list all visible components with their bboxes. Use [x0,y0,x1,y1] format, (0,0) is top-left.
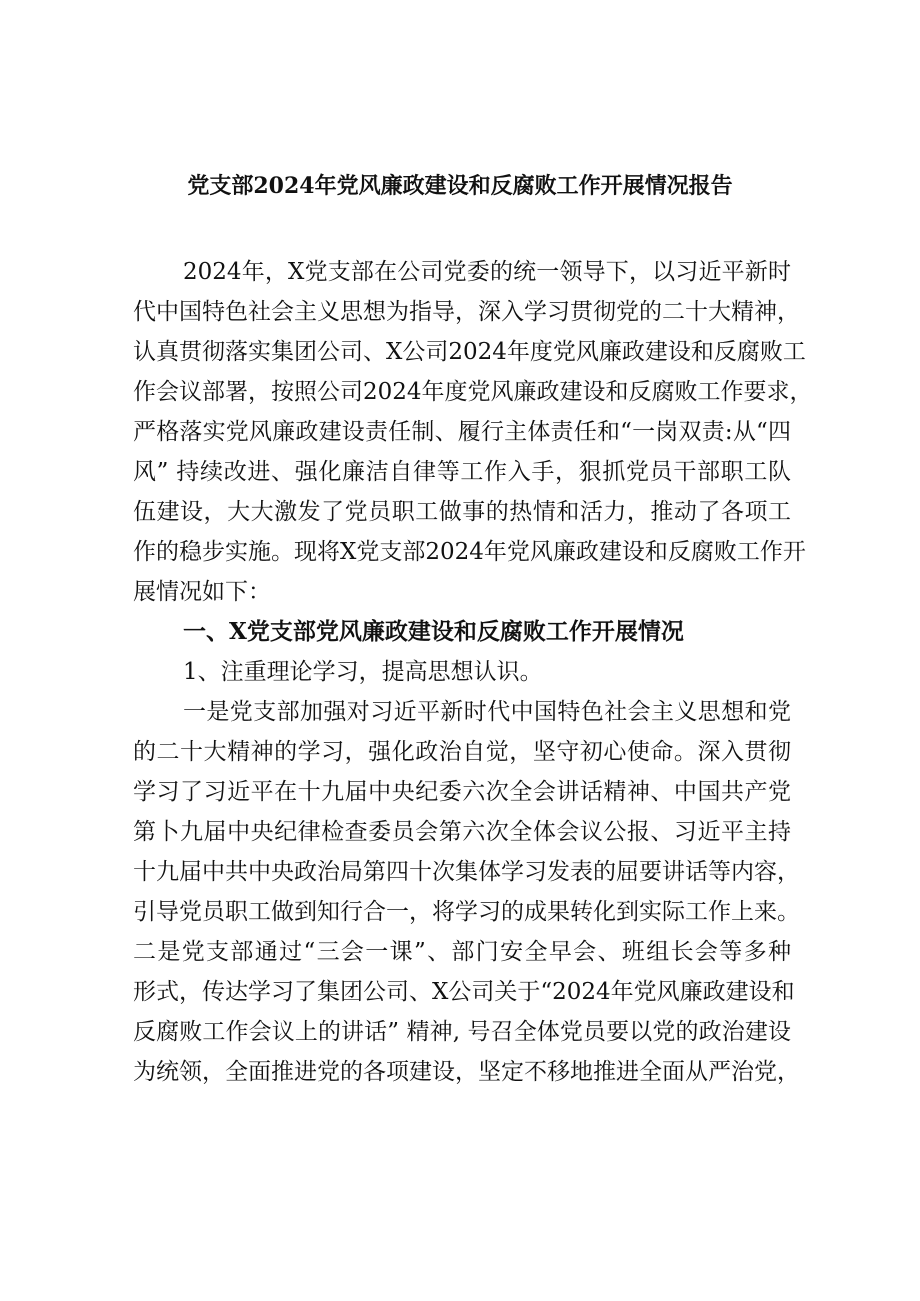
paragraph-line: 十九届中共中央政治局第四十次集体学习发表的屈要讲话等内容， [133,859,800,885]
paragraph-line: 展情况如下： [133,579,271,605]
paragraph-line: 反腐败工作会议上的讲话” 精神, 号召全体党员要以党的政治建设 [133,1019,791,1045]
paragraph-line: 风” 持续改进、强化廉洁自律等工作入手，狠抓党员干部职工队 [133,459,791,485]
paragraph-line: 学习了习近平在十九届中央纪委六次全会讲话精神、中国共产党 [133,779,791,805]
paragraph-line: 的二十大精神的学习，强化政治自觉，坚守初心使命。深入贯彻 [133,739,791,765]
paragraph-line: 2024年，X党支部在公司党委的统一领导下，以习近平新时 [183,259,791,285]
paragraph-line: 作的稳步实施。现将X党支部2024年党风廉政建设和反腐败工作开 [133,539,806,565]
document-body [133,252,813,1092]
subsection-heading: 1、注重理论学习，提高思想认识。 [183,659,543,685]
paragraph-line: 代中国特色社会主义思想为指导，深入学习贯彻党的二十大精神， [133,299,800,325]
paragraph-line: 第卜九届中央纪律检查委员会第六次全体会议公报、习近平主持 [133,819,791,845]
document-title: 党支部2024年党风廉政建设和反腐败工作开展情况报告 [187,173,733,199]
paragraph-line: 严格落实党风廉政建设责任制、履行主体责任和“一岗双责:从“四 [133,419,791,445]
paragraph-line: 认真贯彻落实集团公司、X公司2024年度党风廉政建设和反腐败工 [133,339,806,365]
paragraph-line: 一是党支部加强对习近平新时代中国特色社会主义思想和党 [183,699,791,725]
paragraph-line: 伍建设，大大激发了党员职工做事的热情和活力，推动了各项工 [133,499,791,525]
paragraph-line: 为统领，全面推进党的各项建设，坚定不移地推进全面从严治党， [133,1059,800,1085]
paragraph-line: 作会议部署，按照公司2024年度党风廉政建设和反腐败工作要求， [133,379,813,405]
paragraph-line: 形式，传达学习了集团公司、X公司关于“2024年党风廉政建设和 [133,979,795,1005]
paragraph-line: 引导党员职工做到知行合一，将学习的成果转化到实际工作上来。 [133,899,800,925]
paragraph-line: 二是党支部通过“三会一课”、部门安全早会、班组长会等多种 [133,939,791,965]
section-heading: 一、X党支部党风廉政建设和反腐败工作开展情况 [183,618,684,645]
